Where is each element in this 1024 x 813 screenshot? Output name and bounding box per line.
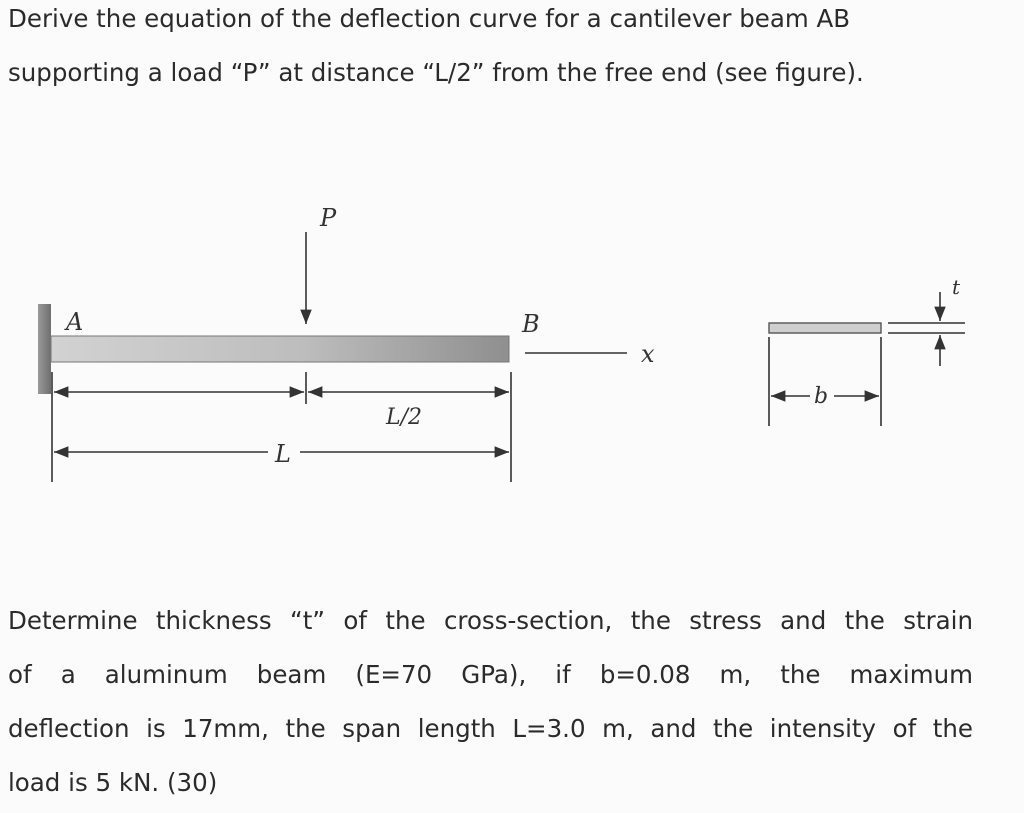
question-2	[8, 594, 973, 810]
thickness-label: t	[952, 275, 961, 299]
question-2-line-2: of a aluminum beam (E=70 GPa), if b=0.08 m, the maximum	[8, 660, 973, 689]
question-2-line-3: deflection is 17mm, the span length L=3.0 m, and the intensity of the	[8, 714, 973, 743]
free-end-label: B	[522, 310, 540, 338]
cross-section	[769, 323, 881, 333]
beam	[51, 336, 509, 362]
question-2-line-1: Determine thickness “t” of the cross-section, the stress and the strain	[8, 606, 973, 635]
question-1-line-2: supporting a load “P” at distance “L/2” from the free end (see figure).	[8, 58, 864, 87]
load-label: P	[320, 204, 337, 232]
cantilever-beam-figure	[0, 180, 1024, 500]
span-label: L	[275, 440, 291, 468]
half-span-label: L/2	[386, 405, 423, 430]
support-end-label: A	[66, 308, 84, 336]
question-2-line-4: load is 5 kN. (30)	[8, 768, 218, 797]
question-1-line-1: Derive the equation of the deflection curve for a cantilever beam AB	[8, 4, 851, 33]
fixed-support-wall	[38, 304, 51, 394]
x-axis-label: x	[641, 340, 655, 368]
width-label: b	[814, 384, 829, 409]
question-1	[8, 0, 973, 100]
